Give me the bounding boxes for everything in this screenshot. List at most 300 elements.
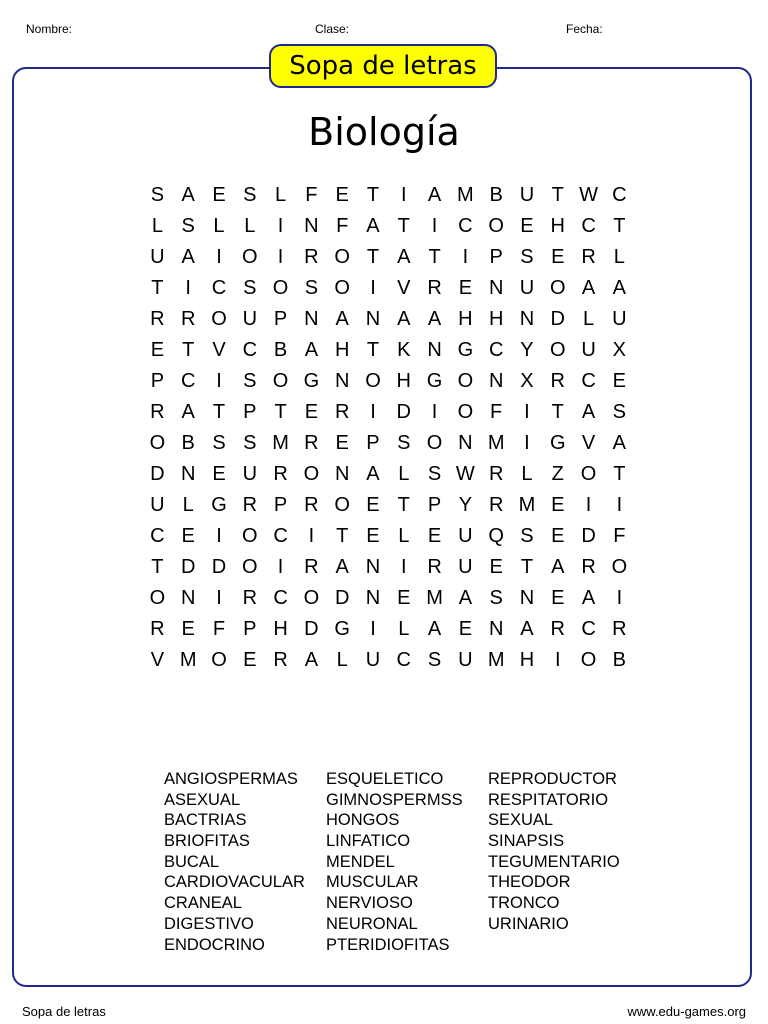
grid-letter[interactable]: H <box>396 370 411 392</box>
grid-letter[interactable]: T <box>428 246 441 268</box>
word-list-item: CRANEAL <box>164 894 242 913</box>
grid-letter[interactable]: C <box>581 370 596 392</box>
grid-letter[interactable]: U <box>242 463 258 485</box>
grid-letter[interactable]: L <box>336 649 348 671</box>
grid-row <box>142 428 635 459</box>
grid-letter[interactable]: E <box>181 618 195 640</box>
grid-letter[interactable]: E <box>551 494 565 516</box>
grid-letter[interactable]: V <box>397 277 411 299</box>
grid-letter[interactable]: O <box>211 649 227 671</box>
grid-letter[interactable]: S <box>397 432 411 454</box>
grid-letter[interactable]: I <box>277 246 284 268</box>
grid-letter[interactable]: S <box>612 401 627 423</box>
grid-row <box>142 335 635 366</box>
grid-letter[interactable]: O <box>611 556 628 578</box>
grid-letter[interactable]: C <box>150 525 165 547</box>
grid-letter[interactable]: N <box>365 556 381 578</box>
grid-letter[interactable]: N <box>488 370 504 392</box>
grid-letter[interactable]: E <box>366 525 380 547</box>
grid-letter[interactable]: I <box>370 277 376 299</box>
word-list-item: NERVIOSO <box>326 894 413 913</box>
grid-letter[interactable]: U <box>612 308 627 330</box>
grid-letter[interactable]: I <box>370 401 376 423</box>
grid-letter[interactable]: N <box>427 339 442 361</box>
grid-letter[interactable]: H <box>458 308 473 330</box>
grid-letter[interactable]: C <box>273 525 288 547</box>
word-list-item: URINARIO <box>488 914 569 933</box>
grid-letter[interactable]: A <box>458 587 473 609</box>
grid-row <box>142 459 635 490</box>
grid-letter[interactable]: C <box>458 215 473 237</box>
grid-letter[interactable]: N <box>365 587 381 609</box>
grid-letter[interactable]: A <box>366 463 380 485</box>
grid-letter[interactable]: Y <box>458 494 473 516</box>
grid-letter[interactable]: S <box>243 184 257 206</box>
grid-letter[interactable]: G <box>211 494 227 516</box>
grid-letter[interactable]: G <box>426 370 443 392</box>
grid-letter[interactable]: P <box>366 432 380 454</box>
grid-letter[interactable]: E <box>397 587 411 609</box>
grid-letter[interactable]: T <box>366 184 380 206</box>
grid-letter[interactable]: E <box>551 587 565 609</box>
grid-letter[interactable]: O <box>242 246 258 268</box>
word-list-item: SINAPSIS <box>488 832 565 851</box>
grid-letter[interactable]: T <box>551 401 564 423</box>
grid-letter[interactable]: T <box>520 556 534 578</box>
grid-letter[interactable]: I <box>616 494 623 516</box>
grid-letter[interactable]: B <box>273 339 288 361</box>
grid-letter[interactable]: E <box>551 246 565 268</box>
grid-letter[interactable]: R <box>242 587 258 609</box>
grid-letter[interactable]: N <box>488 277 504 299</box>
grid-letter[interactable]: H <box>488 308 504 330</box>
grid-letter[interactable]: A <box>581 401 596 423</box>
grid-letter[interactable]: A <box>335 556 349 578</box>
grid-letter[interactable]: V <box>212 339 226 361</box>
grid-letter[interactable]: R <box>150 618 165 640</box>
grid-letter[interactable]: U <box>458 649 473 671</box>
grid-letter[interactable]: R <box>427 277 442 299</box>
grid-letter[interactable]: I <box>400 556 407 578</box>
grid-letter[interactable]: A <box>612 277 627 299</box>
grid-letter[interactable]: D <box>396 401 411 423</box>
grid-letter[interactable]: R <box>242 494 258 516</box>
grid-letter[interactable]: O <box>549 339 566 361</box>
grid-letter[interactable]: G <box>334 618 350 640</box>
grid-letter[interactable]: F <box>212 618 226 640</box>
grid-letter[interactable]: I <box>370 618 376 640</box>
grid-row <box>142 366 635 397</box>
grid-letter[interactable]: O <box>303 463 320 485</box>
grid-letter[interactable]: O <box>149 587 166 609</box>
grid-letter[interactable]: A <box>551 556 565 578</box>
grid-letter[interactable]: L <box>521 463 533 485</box>
grid-letter[interactable]: O <box>272 277 289 299</box>
grid-row <box>142 583 635 614</box>
grid-letter[interactable]: T <box>366 246 380 268</box>
grid-letter[interactable]: E <box>304 401 319 423</box>
grid-letter[interactable]: D <box>211 556 227 578</box>
grid-letter[interactable]: R <box>334 401 350 423</box>
grid-letter[interactable]: O <box>211 308 227 330</box>
grid-letter[interactable]: O <box>580 463 597 485</box>
grid-letter[interactable]: R <box>304 246 319 268</box>
grid-letter[interactable]: O <box>457 370 474 392</box>
grid-letter[interactable]: R <box>427 556 442 578</box>
grid-letter[interactable]: D <box>180 556 196 578</box>
grid-letter[interactable]: H <box>550 215 565 237</box>
grid-letter[interactable]: L <box>275 184 287 206</box>
grid-letter[interactable]: I <box>277 556 284 578</box>
grid-letter[interactable]: F <box>336 215 349 237</box>
grid-letter[interactable]: N <box>334 370 350 392</box>
word-list-item: THEODOR <box>488 873 571 892</box>
grid-letter[interactable]: C <box>488 339 504 361</box>
footer-website: www.edu-games.org <box>627 1004 746 1019</box>
grid-letter[interactable]: D <box>334 587 350 609</box>
grid-letter[interactable]: T <box>551 184 564 206</box>
grid-letter[interactable]: R <box>180 308 196 330</box>
grid-letter[interactable]: C <box>242 339 258 361</box>
grid-letter[interactable]: E <box>181 525 195 547</box>
grid-letter[interactable]: O <box>549 277 566 299</box>
grid-letter[interactable]: A <box>427 308 442 330</box>
grid-letter[interactable]: U <box>150 494 165 516</box>
grid-letter[interactable]: O <box>365 370 381 392</box>
grid-letter[interactable]: C <box>581 215 596 237</box>
grid-row <box>142 552 635 583</box>
grid-letter[interactable]: N <box>458 432 473 454</box>
grid-letter[interactable]: A <box>181 184 195 206</box>
grid-letter[interactable]: L <box>613 246 625 268</box>
grid-letter[interactable]: A <box>427 618 442 640</box>
grid-row <box>142 180 635 211</box>
grid-letter[interactable]: V <box>150 649 165 671</box>
word-list-item: DIGESTIVO <box>164 914 254 933</box>
grid-letter[interactable]: M <box>179 649 197 671</box>
class-label: Clase: <box>315 22 350 36</box>
grid-letter[interactable]: M <box>426 587 443 609</box>
grid-letter[interactable]: T <box>274 401 287 423</box>
grid-letter[interactable]: O <box>457 401 474 423</box>
footer-left-text: Sopa de letras <box>22 1004 106 1019</box>
grid-letter[interactable]: E <box>366 494 380 516</box>
grid-letter[interactable]: L <box>398 525 410 547</box>
grid-letter[interactable]: S <box>181 215 195 237</box>
grid-letter[interactable]: C <box>273 587 288 609</box>
grid-letter[interactable]: N <box>304 215 319 237</box>
grid-letter[interactable]: P <box>243 618 257 640</box>
grid-letter[interactable]: I <box>431 401 438 423</box>
grid-letter[interactable]: R <box>150 308 165 330</box>
grid-row <box>142 490 635 521</box>
grid-letter[interactable]: A <box>181 401 195 423</box>
grid-letter[interactable]: R <box>581 556 596 578</box>
grid-letter[interactable]: T <box>151 556 164 578</box>
grid-letter[interactable]: N <box>519 587 535 609</box>
word-list-item: CARDIOVACULAR <box>164 873 305 892</box>
grid-letter[interactable]: E <box>150 339 165 361</box>
grid-letter[interactable]: O <box>334 277 350 299</box>
grid-letter[interactable]: E <box>551 525 565 547</box>
grid-letter[interactable]: T <box>397 494 410 516</box>
grid-letter[interactable]: C <box>180 370 196 392</box>
grid-letter[interactable]: L <box>398 618 410 640</box>
grid-letter[interactable]: K <box>397 339 411 361</box>
grid-letter[interactable]: A <box>181 246 195 268</box>
grid-letter[interactable]: E <box>243 649 257 671</box>
grid-letter[interactable]: R <box>304 494 319 516</box>
grid-row <box>142 242 635 273</box>
grid-letter[interactable]: D <box>550 308 565 330</box>
grid-letter[interactable]: B <box>489 184 503 206</box>
grid-letter[interactable]: O <box>334 494 350 516</box>
word-list-item: SEXUAL <box>488 811 554 830</box>
grid-letter[interactable]: R <box>488 463 504 485</box>
word-list-item: ASEXUAL <box>164 790 241 809</box>
grid-letter[interactable]: I <box>616 587 623 609</box>
grid-letter[interactable]: N <box>519 308 535 330</box>
word-list-item: ANGIOSPERMAS <box>164 770 298 788</box>
grid-letter[interactable]: P <box>243 401 257 423</box>
grid-letter[interactable]: T <box>397 215 410 237</box>
grid-letter[interactable]: I <box>524 432 530 454</box>
grid-letter[interactable]: H <box>519 649 535 671</box>
grid-row <box>142 614 635 645</box>
grid-letter[interactable]: O <box>149 432 166 454</box>
grid-letter[interactable]: R <box>488 494 504 516</box>
grid-letter[interactable]: O <box>272 370 289 392</box>
grid-letter[interactable]: M <box>457 184 474 206</box>
grid-letter[interactable]: C <box>211 277 227 299</box>
grid-letter[interactable]: T <box>212 401 226 423</box>
grid-letter[interactable]: S <box>243 370 257 392</box>
grid-letter[interactable]: O <box>580 649 597 671</box>
grid-letter[interactable]: H <box>273 618 288 640</box>
grid-letter[interactable]: R <box>304 432 319 454</box>
word-column <box>164 769 305 955</box>
grid-letter[interactable]: Y <box>520 339 534 361</box>
grid-letter[interactable]: T <box>366 339 380 361</box>
word-list-item: RESPITATORIO <box>488 790 609 809</box>
grid-letter[interactable]: I <box>554 649 561 671</box>
grid-letter[interactable]: S <box>427 649 442 671</box>
grid-letter[interactable]: U <box>242 308 258 330</box>
grid-letter[interactable]: R <box>612 618 627 640</box>
grid-letter[interactable]: C <box>612 184 627 206</box>
grid-letter[interactable]: L <box>151 215 163 237</box>
grid-letter[interactable]: U <box>458 525 473 547</box>
word-list-item: NEURONAL <box>326 914 418 933</box>
grid-letter[interactable]: G <box>303 370 320 392</box>
grid-letter[interactable]: B <box>612 649 627 671</box>
grid-letter[interactable]: D <box>581 525 596 547</box>
grid-letter[interactable]: T <box>182 339 195 361</box>
grid-letter[interactable]: I <box>277 215 284 237</box>
grid-letter[interactable]: S <box>150 184 165 206</box>
grid-letter[interactable]: D <box>304 618 319 640</box>
grid-row <box>142 211 635 242</box>
grid-letter[interactable]: U <box>365 649 381 671</box>
grid-letter[interactable]: S <box>212 432 226 454</box>
word-list-item: PTERIDIOFITAS <box>326 935 450 954</box>
grid-letter[interactable]: R <box>150 401 165 423</box>
grid-letter[interactable]: O <box>303 587 320 609</box>
grid-letter[interactable]: A <box>397 308 411 330</box>
grid-letter[interactable]: A <box>520 618 534 640</box>
grid-letter[interactable]: W <box>455 463 475 485</box>
grid-letter[interactable]: E <box>212 463 226 485</box>
grid-letter[interactable]: D <box>150 463 165 485</box>
grid-letter[interactable]: N <box>180 463 196 485</box>
word-list-item: MENDEL <box>326 852 395 871</box>
grid-letter[interactable]: B <box>181 432 195 454</box>
grid-letter[interactable]: O <box>426 432 443 454</box>
grid-letter[interactable]: R <box>581 246 596 268</box>
grid-letter[interactable]: S <box>520 246 534 268</box>
grid-letter[interactable]: E <box>335 184 349 206</box>
word-list-item: ESQUELETICO <box>326 770 444 788</box>
grid-letter[interactable]: P <box>489 246 503 268</box>
grid-letter[interactable]: N <box>304 308 319 330</box>
grid-letter[interactable]: E <box>458 618 473 640</box>
grid-letter[interactable]: E <box>427 525 442 547</box>
grid-letter[interactable]: V <box>581 432 596 454</box>
grid-letter[interactable]: R <box>304 556 319 578</box>
grid-letter[interactable]: F <box>305 184 318 206</box>
grid-letter[interactable]: A <box>581 277 596 299</box>
word-list-item: BACTRIAS <box>164 811 247 830</box>
grid-letter[interactable]: E <box>335 432 349 454</box>
grid-letter[interactable]: A <box>304 339 319 361</box>
grid-letter[interactable]: T <box>336 525 349 547</box>
word-list-item: MUSCULAR <box>326 873 419 892</box>
grid-letter[interactable]: I <box>216 370 222 392</box>
word-list-item: ENDOCRINO <box>164 935 265 954</box>
grid-letter[interactable]: I <box>308 525 315 547</box>
grid-letter[interactable]: U <box>519 184 535 206</box>
grid-letter[interactable]: U <box>458 556 473 578</box>
grid-letter[interactable]: X <box>520 370 534 392</box>
grid-letter[interactable]: S <box>304 277 319 299</box>
grid-letter[interactable]: A <box>366 215 380 237</box>
grid-letter[interactable]: S <box>243 432 257 454</box>
grid-letter[interactable]: N <box>334 463 350 485</box>
grid-letter[interactable]: S <box>520 525 534 547</box>
grid-row <box>142 273 635 304</box>
grid-letter[interactable]: O <box>488 215 504 237</box>
grid-letter[interactable]: L <box>244 215 256 237</box>
grid-letter[interactable]: A <box>612 432 627 454</box>
grid-letter[interactable]: P <box>427 494 442 516</box>
grid-letter[interactable]: L <box>582 308 595 330</box>
grid-letter[interactable]: A <box>427 184 442 206</box>
word-list-item: TRONCO <box>488 894 560 913</box>
grid-letter[interactable]: C <box>396 649 411 671</box>
grid-letter[interactable]: Z <box>551 463 564 485</box>
grid-letter[interactable]: T <box>613 463 626 485</box>
name-label: Nombre: <box>26 22 73 36</box>
grid-letter[interactable]: S <box>243 277 257 299</box>
grid-letter[interactable]: E <box>612 370 627 392</box>
grid-row <box>142 521 635 552</box>
grid-letter[interactable]: R <box>550 370 565 392</box>
grid-letter[interactable]: E <box>520 215 534 237</box>
grid-letter[interactable]: L <box>182 494 194 516</box>
grid-letter[interactable]: G <box>549 432 566 454</box>
grid-letter[interactable]: G <box>457 339 474 361</box>
grid-letter[interactable]: C <box>581 618 596 640</box>
grid-letter[interactable]: I <box>216 525 222 547</box>
word-list-item: GIMNOSPERMSS <box>326 790 463 809</box>
grid-letter[interactable]: P <box>273 494 288 516</box>
subject-heading: Biología <box>308 110 460 154</box>
grid-letter[interactable]: H <box>334 339 350 361</box>
grid-letter[interactable]: E <box>458 277 473 299</box>
grid-letter[interactable]: M <box>518 494 536 516</box>
grid-letter[interactable]: A <box>335 308 349 330</box>
grid-letter[interactable]: I <box>462 246 469 268</box>
grid-letter[interactable]: N <box>365 308 381 330</box>
grid-letter[interactable]: S <box>489 587 503 609</box>
grid-letter[interactable]: N <box>180 587 196 609</box>
grid-letter[interactable]: I <box>216 246 222 268</box>
grid-letter[interactable]: L <box>213 215 225 237</box>
grid-letter[interactable]: Q <box>488 525 504 547</box>
grid-letter[interactable]: O <box>242 525 258 547</box>
grid-letter[interactable]: P <box>150 370 165 392</box>
grid-letter[interactable]: R <box>273 463 288 485</box>
grid-letter[interactable]: A <box>581 587 596 609</box>
grid-letter[interactable]: N <box>488 618 504 640</box>
grid-letter[interactable]: U <box>519 277 535 299</box>
grid-letter[interactable]: F <box>613 525 626 547</box>
grid-letter[interactable]: I <box>216 587 222 609</box>
grid-letter[interactable]: W <box>579 184 598 206</box>
grid-letter[interactable]: T <box>151 277 164 299</box>
grid-letter[interactable]: E <box>212 184 226 206</box>
grid-letter[interactable]: I <box>185 277 191 299</box>
grid-letter[interactable]: X <box>612 339 627 361</box>
grid-letter[interactable]: L <box>398 463 410 485</box>
grid-letter[interactable]: R <box>550 618 565 640</box>
grid-letter[interactable]: P <box>273 308 288 330</box>
grid-letter[interactable]: I <box>431 215 438 237</box>
word-column <box>326 769 463 955</box>
grid-letter[interactable]: S <box>427 463 442 485</box>
grid-letter[interactable]: U <box>150 246 165 268</box>
letter-grid <box>142 180 635 676</box>
word-list-item: HONGOS <box>326 811 400 830</box>
grid-letter[interactable]: F <box>490 401 503 423</box>
grid-letter[interactable]: M <box>272 432 289 454</box>
grid-letter[interactable]: E <box>489 556 503 578</box>
grid-letter[interactable]: A <box>397 246 411 268</box>
grid-row <box>142 304 635 335</box>
grid-letter[interactable]: R <box>273 649 288 671</box>
grid-letter[interactable]: I <box>585 494 592 516</box>
grid-letter[interactable]: M <box>487 432 505 454</box>
grid-letter[interactable]: M <box>487 649 505 671</box>
grid-letter[interactable]: O <box>242 556 258 578</box>
grid-letter[interactable]: O <box>334 246 350 268</box>
word-list-item: LINFATICO <box>326 832 411 851</box>
grid-letter[interactable]: A <box>304 649 319 671</box>
grid-letter[interactable]: T <box>613 215 626 237</box>
grid-letter[interactable]: I <box>400 184 407 206</box>
grid-letter[interactable]: U <box>581 339 596 361</box>
grid-letter[interactable]: I <box>524 401 530 423</box>
